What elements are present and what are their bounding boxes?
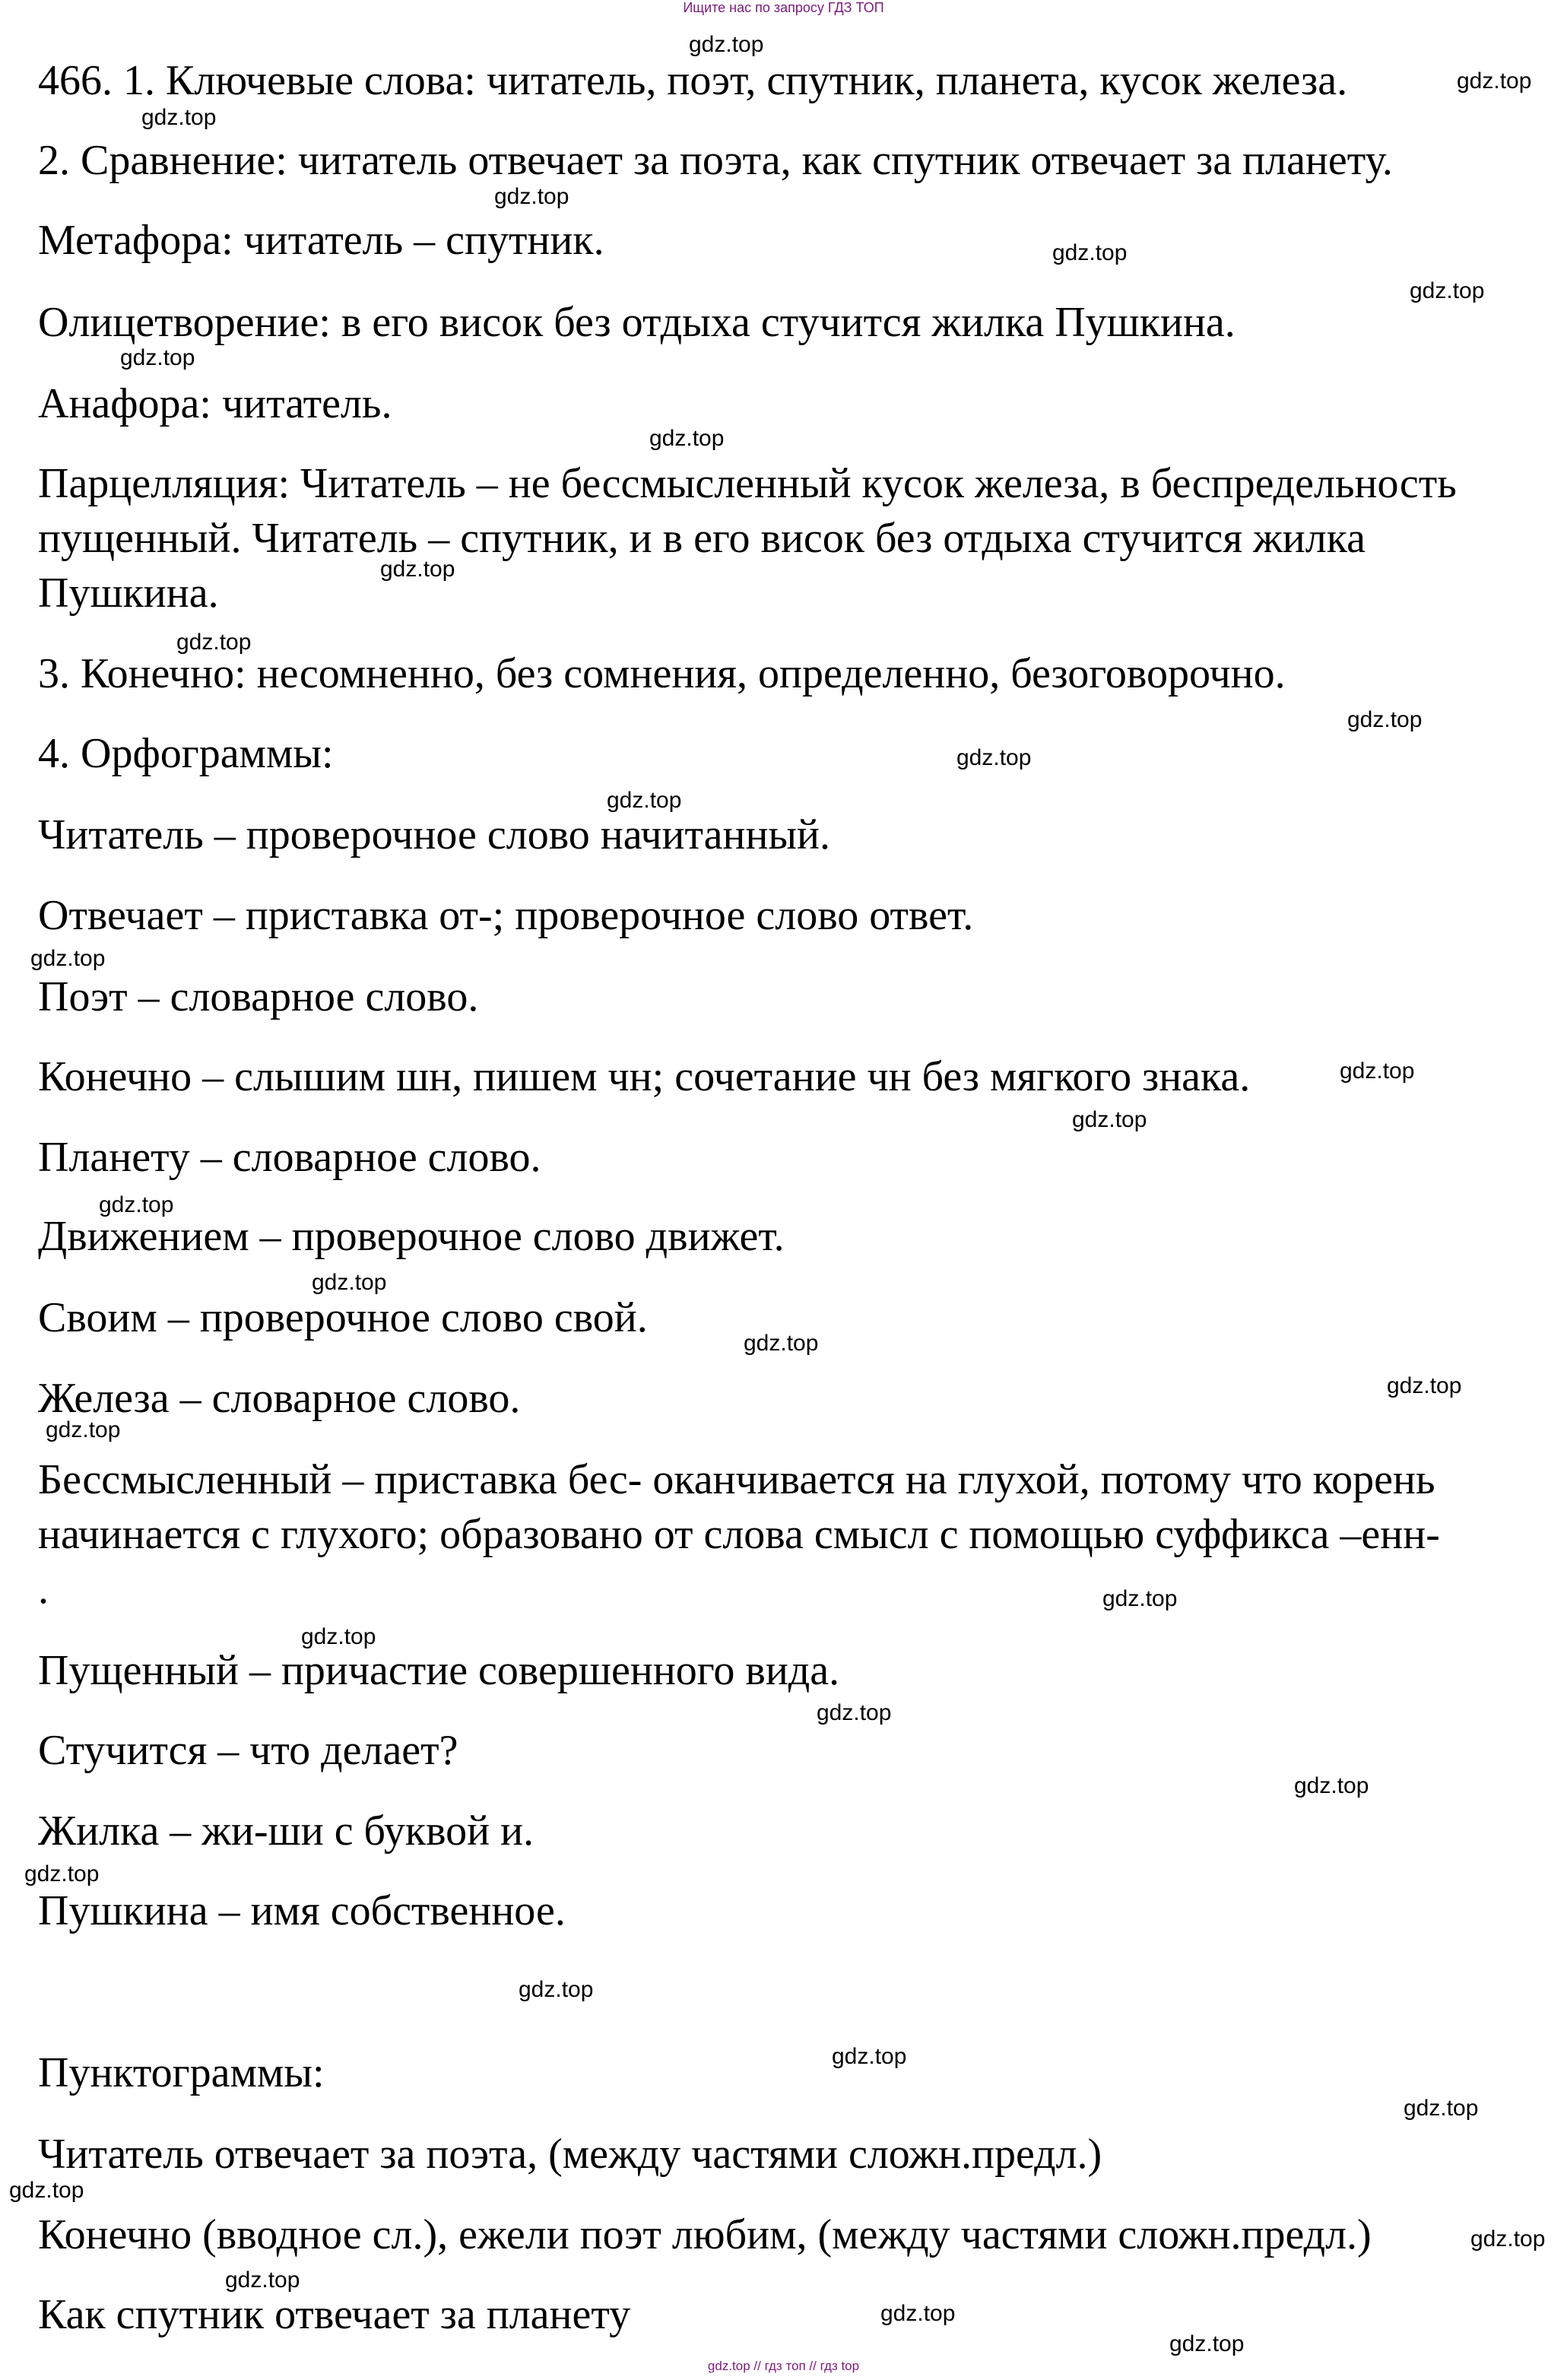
watermark: gdz.top	[1404, 2096, 1479, 2121]
answer-line: Пушкина – имя собственное.	[38, 1887, 566, 1934]
watermark: gdz.top	[956, 745, 1032, 770]
watermark: gdz.top	[1387, 1373, 1462, 1398]
watermark: gdz.top	[1072, 1107, 1147, 1132]
answer-line: 466. 1. Ключевые слова: читатель, поэт, спутник, планета, кусок железа.	[38, 57, 1348, 104]
answer-line: Планету – словарное слово.	[38, 1134, 541, 1181]
answer-line: Стучится – что делает?	[38, 1727, 458, 1774]
answer-line: Своим – проверочное слово свой.	[38, 1294, 648, 1341]
answer-line: 4. Орфограммы:	[38, 730, 334, 777]
watermark: gdz.top	[176, 630, 252, 655]
answer-line: Движением – проверочное слово движет.	[38, 1213, 785, 1260]
watermark: gdz.top	[494, 184, 569, 209]
answer-line: Как спутник отвечает за планету	[38, 2291, 631, 2338]
watermark: gdz.top	[519, 1977, 594, 2002]
answer-line: .	[38, 1566, 49, 1613]
watermark: gdz.top	[1340, 1058, 1415, 1084]
answer-line: Парцелляция: Читатель – не бессмысленный кусок железа, в беспредельность	[38, 460, 1457, 507]
watermark: gdz.top	[120, 345, 195, 370]
answer-line: Железа – словарное слово.	[38, 1375, 521, 1422]
watermark: gdz.top	[1457, 68, 1532, 94]
answer-line: Пушкина.	[38, 570, 219, 617]
watermark: gdz.top	[832, 2044, 907, 2069]
answer-line: 2. Сравнение: читатель отвечает за поэта, как спутник отвечает за планету.	[38, 137, 1393, 184]
watermark: gdz.top	[46, 1417, 121, 1442]
answer-line: 3. Конечно: несомненно, без сомнения, определенно, безоговорочно.	[38, 650, 1286, 697]
watermark: gdz.top	[225, 2267, 300, 2293]
answer-line: Читатель – проверочное слово начитанный.	[38, 811, 831, 858]
answer-line: начинается с глухого; образовано от слова смысл с помощью суффикса –енн-	[38, 1511, 1440, 1558]
watermark: gdz.top	[380, 557, 455, 582]
watermark: gdz.top	[312, 1270, 387, 1295]
watermark: gdz.top	[1052, 240, 1128, 265]
answer-line: Бессмысленный – приставка бес- оканчивается на глухой, потому что корень	[38, 1456, 1435, 1503]
watermark: gdz.top	[817, 1700, 892, 1725]
watermark: gdz.top	[141, 105, 217, 130]
watermark: gdz.top	[301, 1624, 376, 1649]
watermark: gdz.top	[1102, 1586, 1178, 1611]
watermark: gdz.top	[1410, 278, 1485, 303]
answer-line: Конечно (вводное сл.), ежели поэт любим, (между частями сложн.предл.)	[38, 2211, 1372, 2258]
bottom-banner: gdz.top // гдз топ // гдз top	[707, 2359, 860, 2373]
answer-line: Читатель отвечает за поэта, (между частями сложн.предл.)	[38, 2131, 1102, 2178]
watermark: gdz.top	[689, 32, 764, 57]
answer-line: Олицетворение: в его висок без отдыха стучится жилка Пушкина.	[38, 299, 1236, 346]
answer-line: Поэт – словарное слово.	[38, 973, 479, 1020]
watermark: gdz.top	[1347, 707, 1423, 732]
watermark: gdz.top	[9, 2178, 84, 2203]
watermark: gdz.top	[744, 1331, 819, 1356]
answer-line: Пунктограммы:	[38, 2049, 325, 2096]
answer-line: Конечно – слышим шн, пишем чн; сочетание чн без мягкого знака.	[38, 1053, 1251, 1100]
watermark: gdz.top	[607, 788, 682, 813]
answer-line: пущенный. Читатель – спутник, и в его висок без отдыха стучится жилка	[38, 515, 1366, 562]
watermark: gdz.top	[99, 1192, 174, 1217]
watermark: gdz.top	[649, 426, 725, 451]
answer-line: Метафора: читатель – спутник.	[38, 217, 604, 264]
top-banner: Ищите нас по запросу ГДЗ ТОП	[683, 0, 884, 15]
answer-line: Пущенный – причастие совершенного вида.	[38, 1647, 840, 1694]
watermark: gdz.top	[24, 1861, 100, 1887]
answer-line: Жилка – жи-ши с буквой и.	[38, 1807, 534, 1855]
answer-line: Анафора: читатель.	[38, 380, 392, 427]
answer-line: Отвечает – приставка от-; проверочное слово ответ.	[38, 892, 974, 939]
watermark: gdz.top	[1294, 1773, 1369, 1798]
watermark: gdz.top	[1470, 2226, 1546, 2251]
watermark: gdz.top	[880, 2301, 956, 2326]
watermark: gdz.top	[1169, 2331, 1245, 2356]
watermark: gdz.top	[30, 946, 106, 971]
